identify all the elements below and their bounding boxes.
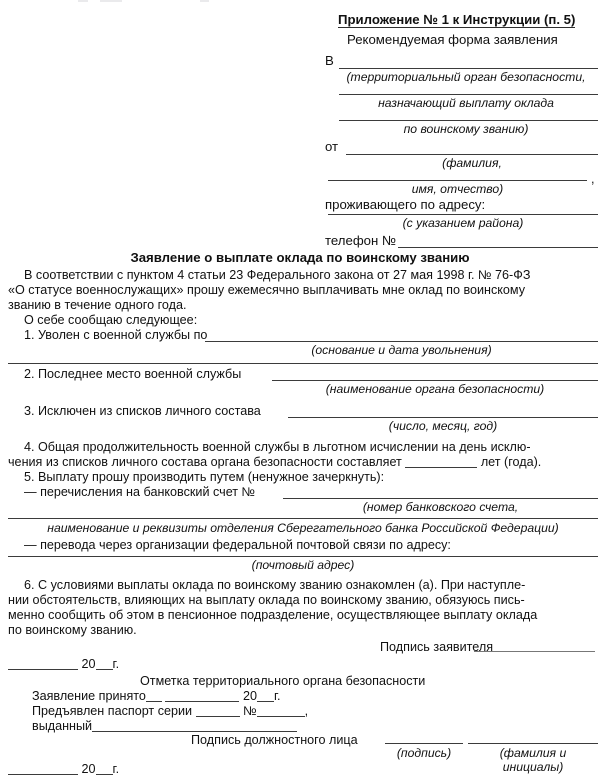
item-2-label: 2. Последнее место военной службы — [24, 367, 242, 381]
phone-label: телефон № — [325, 233, 397, 248]
passport-series-label: Предъявлен паспорт серии — [32, 704, 193, 718]
form-subtitle: Рекомендуемая форма заявления — [347, 32, 558, 47]
item-2-input[interactable] — [272, 380, 598, 381]
item-5-bank-hint: наименование и реквизиты отделения Сберегательного банка Российской Федерации) — [47, 521, 559, 535]
application-accepted-row — [32, 689, 281, 704]
item-5-option-1-hint: (номер банковского счета, — [362, 500, 519, 514]
item-1-hint: (основание и дата увольнения) — [311, 343, 492, 357]
accepted-year-prefix: 20 — [242, 689, 257, 703]
applicant-signature-input[interactable] — [474, 651, 595, 652]
addressee-assigning-hint: назначающий выплату оклада — [378, 96, 554, 110]
official-date-row — [8, 762, 119, 777]
item-6-line-1: 6. С условиями выплаты оклада по воинскому званию ознакомлен (а). При наступле- — [24, 578, 526, 592]
applicant-date-day-input[interactable] — [8, 669, 78, 670]
from-surname-input[interactable] — [346, 154, 598, 155]
from-trailing-comma: , — [591, 172, 595, 186]
application-accepted-label: Заявление принято — [32, 689, 146, 703]
addressee-prefix: В — [325, 53, 334, 68]
item-4-line-2-text-a: чения из списков личного состава органа безопасности составляет — [8, 455, 402, 469]
item-6-line-4: по воинскому званию. — [8, 623, 137, 637]
item-5-account-input[interactable] — [283, 498, 598, 499]
applicant-date-year-prefix: 20 — [81, 657, 96, 671]
from-prefix: от — [325, 139, 339, 154]
item-5-option-2-hint: (почтовый адрес) — [251, 558, 355, 572]
item-3-hint: (число, месяц, год) — [388, 419, 498, 433]
passport-issued-input[interactable] — [92, 731, 297, 732]
top-crop-artifact — [78, 0, 88, 2]
phone-input[interactable] — [398, 247, 598, 248]
applicant-date-suffix: г. — [112, 657, 120, 671]
passport-trailing-comma: , — [304, 704, 309, 718]
residence-label: проживающего по адресу: — [325, 197, 486, 212]
accepted-day-input[interactable] — [146, 701, 162, 702]
appendix-title — [338, 13, 575, 28]
residence-address-input[interactable] — [328, 214, 598, 215]
item-5-option-2-label: — перевода через организации федеральной почтовой связи по адресу: — [24, 538, 451, 552]
appendix-title-text: Приложение № 1 к Инструкции (п. 5) — [338, 12, 576, 27]
intro-line-2: «О статусе военнослужащих» прошу ежемесячно выплачивать мне оклад по воинскому — [8, 283, 526, 297]
passport-series-input[interactable] — [196, 716, 240, 717]
from-name-input[interactable] — [328, 180, 587, 181]
item-5-label: 5. Выплату прошу производить путем (ненужное зачеркнуть): — [24, 470, 385, 484]
passport-number-sign: № — [243, 704, 257, 718]
official-name-input[interactable] — [468, 743, 598, 744]
official-date-day-input[interactable] — [8, 774, 78, 775]
passport-row — [32, 704, 308, 719]
accepted-month-input[interactable] — [165, 701, 239, 702]
applicant-date-year-input[interactable] — [96, 669, 113, 670]
item-1-continuation-input[interactable] — [8, 363, 598, 364]
item-1-label: 1. Уволен с военной службы по — [24, 328, 208, 342]
item-6-line-3: менно сообщить об этом в пенсионное подразделение, осуществляющее выплату оклада — [8, 608, 538, 622]
official-date-year-prefix: 20 — [81, 762, 96, 776]
intro-line-1: В соответствии с пунктом 4 статьи 23 Федерального закона от 27 мая 1998 г. № 76-ФЗ — [24, 268, 531, 282]
official-date-suffix: г. — [112, 762, 120, 776]
addressee-rank-hint: по воинскому званию) — [403, 122, 529, 136]
from-name-hint: имя, отчество) — [411, 182, 504, 196]
applicant-date-row — [8, 657, 119, 672]
item-4-line-2 — [8, 455, 541, 470]
intro-line-3: званию в течение одного года. — [8, 298, 187, 312]
item-3-input[interactable] — [288, 417, 598, 418]
from-surname-hint: (фамилия, — [442, 156, 502, 170]
addressee-rank-input[interactable] — [339, 120, 598, 121]
item-4-line-1: 4. Общая продолжительность военной службы в льготном исчислении на день исклю- — [24, 440, 531, 454]
passport-issued-row — [32, 719, 297, 734]
official-date-year-input[interactable] — [96, 774, 113, 775]
item-5-bank-input[interactable] — [8, 518, 598, 519]
item-2-hint: (наименование органа безопасности) — [325, 382, 545, 396]
official-signature-hint: (подпись) — [396, 746, 452, 760]
passport-number-input[interactable] — [257, 716, 305, 717]
addressee-assigning-input[interactable] — [339, 94, 598, 95]
page-title: Заявление о выплате оклада по воинскому званию — [130, 250, 470, 265]
residence-district-hint: (с указанием района) — [402, 216, 524, 230]
addressee-org-hint: (территориальный орган безопасности, — [346, 70, 586, 84]
top-crop-artifact — [100, 0, 122, 2]
accepted-year-input[interactable] — [257, 701, 274, 702]
item-4-years-input[interactable] — [405, 467, 477, 468]
applicant-signature-label: Подпись заявителя — [380, 640, 494, 654]
accepted-suffix: г. — [273, 689, 281, 703]
official-signature-input[interactable] — [385, 743, 463, 744]
item-1-input[interactable] — [205, 341, 598, 342]
top-crop-artifact — [200, 0, 209, 2]
passport-issued-label: выданный — [32, 719, 93, 733]
official-section-title: Отметка территориального органа безопасности — [140, 674, 426, 688]
official-name-hint: (фамилия и инициалы) — [499, 746, 567, 774]
official-signature-label: Подпись должностного лица — [191, 733, 358, 747]
addressee-org-input[interactable] — [339, 68, 598, 69]
item-5-postal-input[interactable] — [8, 556, 598, 557]
item-5-option-1-label: — перечисления на банковский счет № — [24, 485, 256, 499]
item-4-line-2-text-b: лет (года). — [480, 455, 542, 469]
intro-line-4: О себе сообщаю следующее: — [24, 313, 198, 327]
item-6-line-2: нии обстоятельств, влияющих на выплату оклада по воинскому званию, обязуюсь пись- — [8, 593, 525, 607]
item-3-label: 3. Исключен из списков личного состава — [24, 404, 261, 418]
